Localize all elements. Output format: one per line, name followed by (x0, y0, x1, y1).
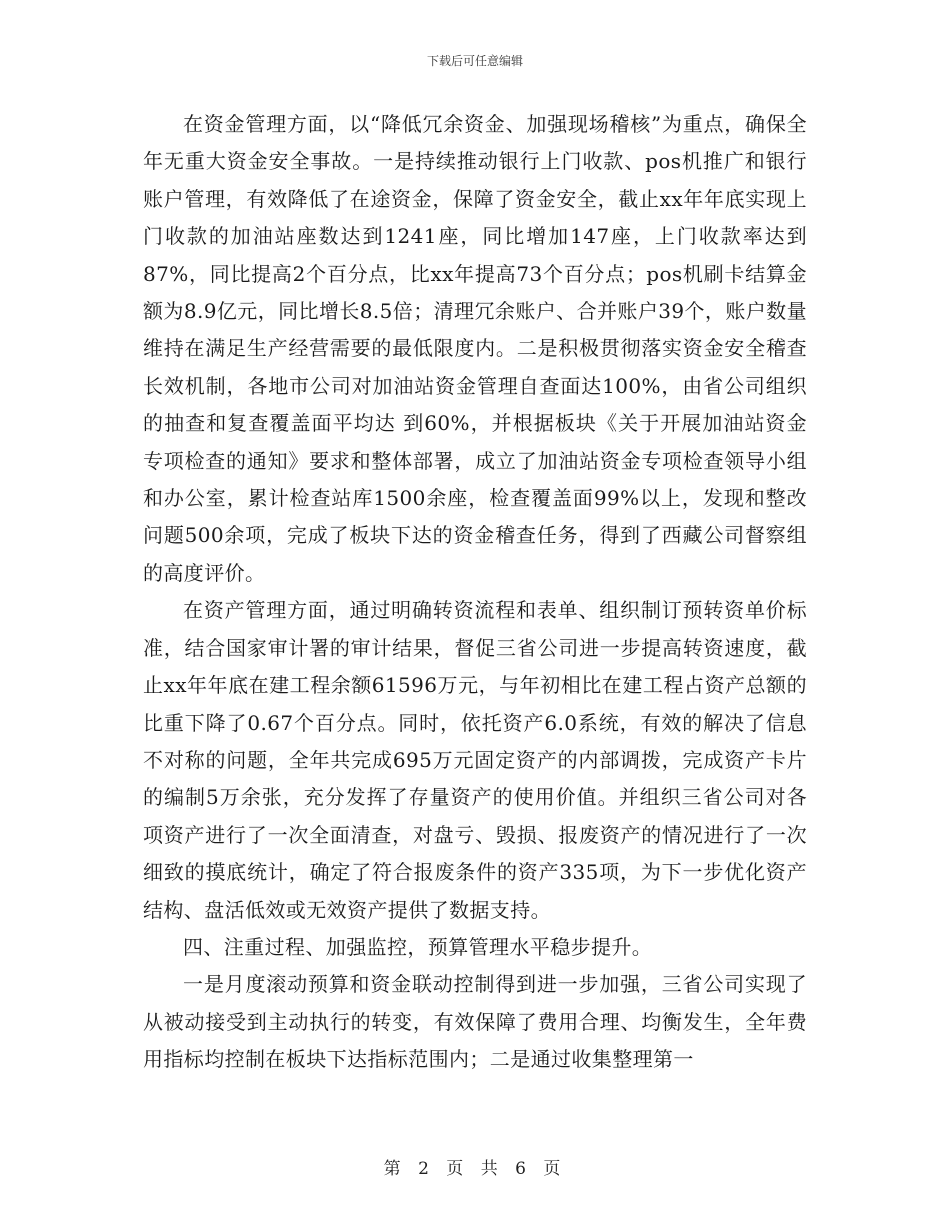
document-body (143, 106, 807, 1079)
paragraph-budget: 一是月度滚动预算和资金联动控制得到进一步加强，三省公司实现了从被动接受到主动执行的转变，有效保障了费用合理、均衡发生，全年费用指标均控制在板块下达指标范围内；二是通过收集整理第一 (143, 972, 807, 1072)
paragraph-fund-management: 在资金管理方面，以“降低冗余资金、加强现场稽核”为重点，确保全年无重大资金安全事故。一是持续推动银行上门收款、pos机推广和银行账户管理，有效降低了在途资金，保障了资金安全，截止xx年年底实现上门收款的加油站座数达到1241座，同比增加147座，上门收款率达到87%，同比提高2个百分点，比xx年提高73个百分点；pos机刷卡结算金额为8.9亿元，同比增长8.5倍；清理冗余账户、合并账户39个，账户数量维持在满足生产经营需要的最低限度内。二是积极贯彻落实资金安全稽查长效机制，各地市公司对加油站资金管理自查面达100%，由省公司组织的抽查和复查覆盖面平均达 到60%，并根据板块《关于开展加油站资金专项检查的通知》要求和整体部署，成立了加油站资金专项检查领导小组和办公室，累计检查站库1500余座，检查覆盖面99%以上，发现和整改问题500余项，完成了板块下达的资金稽查任务，得到了西藏公司督察组的高度评价。 (143, 112, 807, 585)
page-number-footer: 第 2 页 共 6 页 (383, 1159, 567, 1179)
page-header: 下载后可任意编辑 (426, 54, 523, 68)
paragraph-asset-management: 在资产管理方面，通过明确转资流程和表单、组织制订预转资单价标准，结合国家审计署的审计结果，督促三省公司进一步提高转资速度，截止xx年年底在建工程余额61596万元，与年初相比在建工程占资产总额的比重下降了0.67个百分点。同时，依托资产6.0系统，有效的解决了信息不对称的问题，全年共完成695万元固定资产的内部调拨，完成资产卡片的编制5万余张，充分发挥了存量资产的使用价值。并组织三省公司对各项资产进行了一次全面清查，对盘亏、毁损、报废资产的情况进行了一次细致的摸底统计，确定了符合报废条件的资产335项，为下一步优化资产结构、盘活低效或无效资产提供了数据支持。 (143, 598, 807, 922)
section-heading-budget: 四、注重过程、加强监控，预算管理水平稳步提升。 (183, 934, 653, 959)
